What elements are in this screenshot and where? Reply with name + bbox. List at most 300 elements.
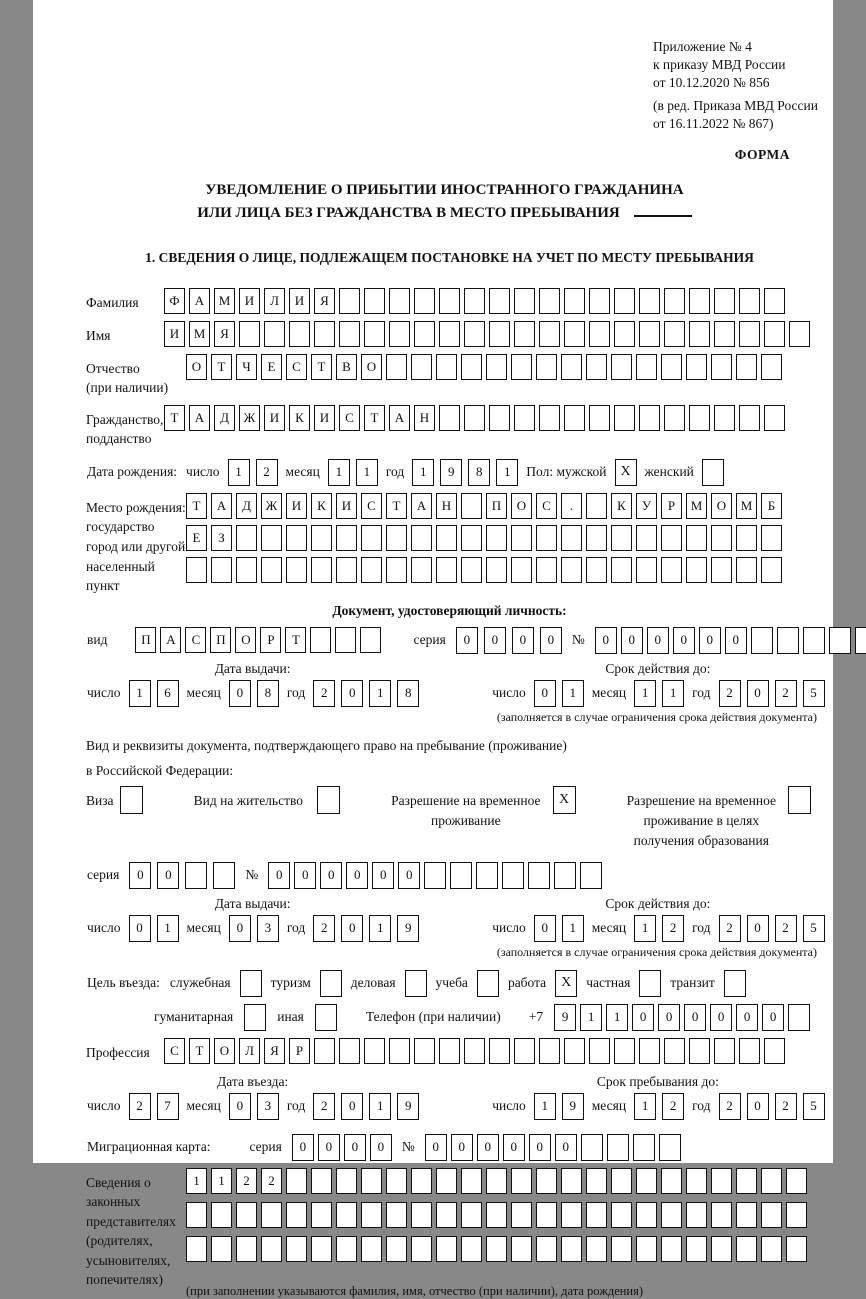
char-cell[interactable] <box>661 1168 682 1194</box>
citizenship-grid[interactable] <box>164 405 785 431</box>
char-cell[interactable] <box>689 288 710 314</box>
purpose-turizm-checkbox[interactable] <box>320 970 342 997</box>
char-cell[interactable]: И <box>264 405 285 431</box>
char-cell[interactable]: З <box>211 525 232 551</box>
char-cell[interactable]: М <box>736 493 757 519</box>
char-cell[interactable] <box>764 405 785 431</box>
char-cell[interactable]: П <box>210 627 231 653</box>
char-cell[interactable] <box>803 627 825 654</box>
char-cell[interactable]: 0 <box>157 862 179 889</box>
char-cell[interactable] <box>261 525 282 551</box>
char-cell[interactable]: Т <box>186 493 207 519</box>
purpose-chastnaya-checkbox[interactable] <box>639 970 661 997</box>
char-cell[interactable] <box>639 970 661 997</box>
char-cell[interactable] <box>561 1236 582 1262</box>
char-cell[interactable] <box>536 1202 557 1228</box>
char-cell[interactable]: . <box>561 493 582 519</box>
doc-number-grid[interactable] <box>595 627 866 654</box>
char-cell[interactable] <box>436 1202 457 1228</box>
char-cell[interactable]: 0 <box>555 1134 577 1161</box>
char-cell[interactable] <box>386 1168 407 1194</box>
char-cell[interactable] <box>361 557 382 583</box>
char-cell[interactable]: Я <box>264 1038 285 1064</box>
char-cell[interactable]: И <box>286 493 307 519</box>
char-cell[interactable]: П <box>486 493 507 519</box>
char-cell[interactable]: А <box>189 288 210 314</box>
sex-male-checkbox[interactable] <box>615 459 637 486</box>
char-cell[interactable] <box>589 1038 610 1064</box>
stay-day-grid[interactable] <box>534 1093 584 1120</box>
char-cell[interactable]: М <box>214 288 235 314</box>
char-cell[interactable]: 2 <box>775 915 797 942</box>
char-cell[interactable]: А <box>211 493 232 519</box>
char-cell[interactable]: 5 <box>803 680 825 707</box>
char-cell[interactable] <box>386 1202 407 1228</box>
char-cell[interactable]: Ж <box>239 405 260 431</box>
char-cell[interactable]: О <box>186 354 207 380</box>
char-cell[interactable] <box>686 1236 707 1262</box>
char-cell[interactable]: К <box>311 493 332 519</box>
char-cell[interactable] <box>414 288 435 314</box>
char-cell[interactable] <box>236 1236 257 1262</box>
residence-valid-day-grid[interactable] <box>534 915 584 942</box>
char-cell[interactable] <box>486 557 507 583</box>
char-cell[interactable] <box>514 288 535 314</box>
char-cell[interactable]: 2 <box>261 1168 282 1194</box>
char-cell[interactable]: Е <box>186 525 207 551</box>
char-cell[interactable] <box>486 1236 507 1262</box>
stay-month-grid[interactable] <box>634 1093 684 1120</box>
char-cell[interactable] <box>236 1202 257 1228</box>
char-cell[interactable]: Н <box>414 405 435 431</box>
char-cell[interactable] <box>386 525 407 551</box>
char-cell[interactable] <box>386 1236 407 1262</box>
char-cell[interactable] <box>311 1202 332 1228</box>
char-cell[interactable] <box>636 1168 657 1194</box>
char-cell[interactable] <box>286 1202 307 1228</box>
char-cell[interactable] <box>286 1236 307 1262</box>
char-cell[interactable] <box>586 354 607 380</box>
issued-year-grid[interactable] <box>313 680 419 707</box>
char-cell[interactable]: 0 <box>229 1093 251 1120</box>
char-cell[interactable]: 0 <box>534 915 556 942</box>
char-cell[interactable] <box>761 525 782 551</box>
char-cell[interactable]: 0 <box>318 1134 340 1161</box>
char-cell[interactable] <box>788 1004 810 1031</box>
char-cell[interactable] <box>639 405 660 431</box>
char-cell[interactable]: 0 <box>372 862 394 889</box>
char-cell[interactable] <box>361 1168 382 1194</box>
char-cell[interactable] <box>477 970 499 997</box>
char-cell[interactable]: 1 <box>634 915 656 942</box>
char-cell[interactable]: О <box>361 354 382 380</box>
char-cell[interactable]: 0 <box>451 1134 473 1161</box>
char-cell[interactable]: 2 <box>256 459 278 486</box>
char-cell[interactable]: 2 <box>775 680 797 707</box>
visa-checkbox[interactable] <box>120 786 143 814</box>
birth-place-grid-row2[interactable] <box>186 525 782 551</box>
char-cell[interactable] <box>736 1236 757 1262</box>
char-cell[interactable] <box>389 321 410 347</box>
char-cell[interactable] <box>739 288 760 314</box>
char-cell[interactable] <box>511 1236 532 1262</box>
char-cell[interactable] <box>786 1168 807 1194</box>
char-cell[interactable] <box>786 1236 807 1262</box>
char-cell[interactable] <box>450 862 472 889</box>
char-cell[interactable]: 1 <box>186 1168 207 1194</box>
char-cell[interactable] <box>213 862 235 889</box>
char-cell[interactable] <box>661 557 682 583</box>
char-cell[interactable]: 0 <box>673 627 695 654</box>
char-cell[interactable]: 0 <box>621 627 643 654</box>
char-cell[interactable] <box>611 1168 632 1194</box>
char-cell[interactable]: 8 <box>468 459 490 486</box>
char-cell[interactable] <box>664 1038 685 1064</box>
char-cell[interactable]: Я <box>214 321 235 347</box>
char-cell[interactable] <box>711 557 732 583</box>
char-cell[interactable]: В <box>336 354 357 380</box>
char-cell[interactable]: Е <box>261 354 282 380</box>
char-cell[interactable] <box>386 354 407 380</box>
doc-series-grid[interactable] <box>456 627 562 654</box>
char-cell[interactable]: 0 <box>747 1093 769 1120</box>
char-cell[interactable] <box>339 321 360 347</box>
char-cell[interactable] <box>514 321 535 347</box>
surname-grid[interactable] <box>164 288 785 314</box>
residence-issued-month-grid[interactable] <box>229 915 279 942</box>
char-cell[interactable] <box>486 1168 507 1194</box>
char-cell[interactable] <box>611 557 632 583</box>
char-cell[interactable] <box>614 288 635 314</box>
char-cell[interactable]: 6 <box>157 680 179 707</box>
char-cell[interactable]: С <box>164 1038 185 1064</box>
char-cell[interactable] <box>711 1236 732 1262</box>
char-cell[interactable] <box>411 354 432 380</box>
char-cell[interactable]: 0 <box>710 1004 732 1031</box>
char-cell[interactable]: 0 <box>477 1134 499 1161</box>
char-cell[interactable]: И <box>164 321 185 347</box>
char-cell[interactable] <box>486 1202 507 1228</box>
entry-month-grid[interactable] <box>229 1093 279 1120</box>
char-cell[interactable]: 2 <box>129 1093 151 1120</box>
char-cell[interactable] <box>614 405 635 431</box>
char-cell[interactable]: 0 <box>398 862 420 889</box>
char-cell[interactable] <box>611 1236 632 1262</box>
purpose-sluzhebnaya-checkbox[interactable] <box>240 970 262 997</box>
char-cell[interactable] <box>314 321 335 347</box>
doc-kind-grid[interactable] <box>135 627 381 653</box>
char-cell[interactable]: 1 <box>662 680 684 707</box>
char-cell[interactable]: 0 <box>684 1004 706 1031</box>
char-cell[interactable]: М <box>189 321 210 347</box>
entry-day-grid[interactable] <box>129 1093 179 1120</box>
char-cell[interactable]: Р <box>289 1038 310 1064</box>
char-cell[interactable] <box>561 557 582 583</box>
char-cell[interactable] <box>511 557 532 583</box>
char-cell[interactable]: Б <box>761 493 782 519</box>
char-cell[interactable]: 9 <box>397 1093 419 1120</box>
char-cell[interactable] <box>389 1038 410 1064</box>
char-cell[interactable]: 0 <box>456 627 478 654</box>
char-cell[interactable]: 3 <box>257 1093 279 1120</box>
char-cell[interactable]: 1 <box>496 459 518 486</box>
char-cell[interactable]: 0 <box>268 862 290 889</box>
char-cell[interactable] <box>761 1236 782 1262</box>
char-cell[interactable]: 0 <box>632 1004 654 1031</box>
char-cell[interactable] <box>764 288 785 314</box>
char-cell[interactable] <box>360 627 381 653</box>
char-cell[interactable] <box>311 1168 332 1194</box>
char-cell[interactable]: 1 <box>606 1004 628 1031</box>
char-cell[interactable] <box>264 321 285 347</box>
char-cell[interactable] <box>536 354 557 380</box>
char-cell[interactable] <box>436 557 457 583</box>
char-cell[interactable] <box>564 405 585 431</box>
purpose-gumanitarnaya-checkbox[interactable] <box>244 1004 266 1031</box>
char-cell[interactable]: 9 <box>562 1093 584 1120</box>
char-cell[interactable]: 1 <box>369 680 391 707</box>
char-cell[interactable] <box>236 525 257 551</box>
char-cell[interactable]: Л <box>239 1038 260 1064</box>
char-cell[interactable]: Р <box>260 627 281 653</box>
char-cell[interactable]: 1 <box>562 680 584 707</box>
char-cell[interactable]: 9 <box>440 459 462 486</box>
residence-valid-year-grid[interactable] <box>719 915 825 942</box>
char-cell[interactable] <box>589 405 610 431</box>
char-cell[interactable] <box>411 1168 432 1194</box>
char-cell[interactable] <box>120 786 143 814</box>
char-cell[interactable] <box>511 354 532 380</box>
char-cell[interactable]: Т <box>189 1038 210 1064</box>
char-cell[interactable]: 8 <box>257 680 279 707</box>
char-cell[interactable] <box>336 1236 357 1262</box>
char-cell[interactable] <box>514 1038 535 1064</box>
char-cell[interactable] <box>611 354 632 380</box>
char-cell[interactable]: 1 <box>634 1093 656 1120</box>
char-cell[interactable]: 2 <box>662 1093 684 1120</box>
char-cell[interactable]: Ф <box>164 288 185 314</box>
char-cell[interactable]: М <box>686 493 707 519</box>
char-cell[interactable] <box>386 557 407 583</box>
char-cell[interactable] <box>586 557 607 583</box>
legal-reps-grid-row2[interactable] <box>186 1202 807 1228</box>
char-cell[interactable] <box>536 525 557 551</box>
char-cell[interactable] <box>489 1038 510 1064</box>
char-cell[interactable]: Н <box>436 493 457 519</box>
char-cell[interactable]: 0 <box>747 680 769 707</box>
char-cell[interactable] <box>539 1038 560 1064</box>
char-cell[interactable] <box>439 288 460 314</box>
char-cell[interactable] <box>636 1202 657 1228</box>
char-cell[interactable]: 9 <box>554 1004 576 1031</box>
char-cell[interactable] <box>686 525 707 551</box>
issued-day-grid[interactable] <box>129 680 179 707</box>
char-cell[interactable]: 0 <box>699 627 721 654</box>
char-cell[interactable] <box>185 862 207 889</box>
char-cell[interactable] <box>761 1202 782 1228</box>
char-cell[interactable] <box>211 557 232 583</box>
char-cell[interactable] <box>261 1202 282 1228</box>
char-cell[interactable] <box>714 321 735 347</box>
char-cell[interactable] <box>702 459 724 486</box>
char-cell[interactable]: А <box>389 405 410 431</box>
char-cell[interactable] <box>777 627 799 654</box>
char-cell[interactable]: 0 <box>747 915 769 942</box>
char-cell[interactable]: О <box>235 627 256 653</box>
edu-residence-permit-checkbox[interactable] <box>788 786 811 814</box>
char-cell[interactable] <box>436 354 457 380</box>
char-cell[interactable] <box>580 862 602 889</box>
char-cell[interactable] <box>336 1202 357 1228</box>
char-cell[interactable] <box>736 354 757 380</box>
char-cell[interactable] <box>336 1168 357 1194</box>
char-cell[interactable] <box>364 1038 385 1064</box>
char-cell[interactable] <box>614 1038 635 1064</box>
char-cell[interactable] <box>286 557 307 583</box>
char-cell[interactable] <box>586 1236 607 1262</box>
char-cell[interactable]: 5 <box>803 1093 825 1120</box>
char-cell[interactable]: 0 <box>320 862 342 889</box>
char-cell[interactable]: Т <box>211 354 232 380</box>
char-cell[interactable] <box>739 1038 760 1064</box>
char-cell[interactable] <box>636 1236 657 1262</box>
char-cell[interactable] <box>261 1236 282 1262</box>
char-cell[interactable] <box>664 321 685 347</box>
char-cell[interactable]: X <box>555 970 577 997</box>
char-cell[interactable]: 1 <box>369 915 391 942</box>
char-cell[interactable] <box>186 557 207 583</box>
char-cell[interactable]: 1 <box>562 915 584 942</box>
birth-year-grid[interactable] <box>412 459 518 486</box>
char-cell[interactable]: С <box>339 405 360 431</box>
char-cell[interactable]: О <box>711 493 732 519</box>
char-cell[interactable] <box>414 1038 435 1064</box>
char-cell[interactable] <box>361 1202 382 1228</box>
char-cell[interactable] <box>464 288 485 314</box>
char-cell[interactable]: 0 <box>534 680 556 707</box>
temp-residence-permit-checkbox[interactable] <box>553 786 576 814</box>
char-cell[interactable]: С <box>536 493 557 519</box>
char-cell[interactable] <box>711 354 732 380</box>
char-cell[interactable] <box>689 1038 710 1064</box>
char-cell[interactable] <box>536 1236 557 1262</box>
char-cell[interactable]: Т <box>364 405 385 431</box>
char-cell[interactable]: 0 <box>512 627 534 654</box>
char-cell[interactable] <box>461 1236 482 1262</box>
char-cell[interactable] <box>336 557 357 583</box>
char-cell[interactable]: 0 <box>370 1134 392 1161</box>
char-cell[interactable]: 1 <box>157 915 179 942</box>
char-cell[interactable] <box>761 354 782 380</box>
char-cell[interactable] <box>315 1004 337 1031</box>
char-cell[interactable]: 1 <box>412 459 434 486</box>
char-cell[interactable]: 0 <box>647 627 669 654</box>
char-cell[interactable] <box>461 493 482 519</box>
char-cell[interactable]: 0 <box>736 1004 758 1031</box>
char-cell[interactable]: X <box>615 459 637 486</box>
char-cell[interactable] <box>661 354 682 380</box>
char-cell[interactable]: Д <box>236 493 257 519</box>
char-cell[interactable] <box>664 405 685 431</box>
char-cell[interactable]: Ж <box>261 493 282 519</box>
char-cell[interactable] <box>489 288 510 314</box>
char-cell[interactable]: 2 <box>313 915 335 942</box>
entry-year-grid[interactable] <box>313 1093 419 1120</box>
char-cell[interactable]: 1 <box>328 459 350 486</box>
char-cell[interactable] <box>786 1202 807 1228</box>
char-cell[interactable]: 2 <box>719 915 741 942</box>
char-cell[interactable] <box>320 970 342 997</box>
char-cell[interactable] <box>439 405 460 431</box>
char-cell[interactable] <box>411 525 432 551</box>
char-cell[interactable]: 0 <box>346 862 368 889</box>
char-cell[interactable]: Т <box>164 405 185 431</box>
char-cell[interactable] <box>528 862 550 889</box>
char-cell[interactable] <box>586 1168 607 1194</box>
char-cell[interactable]: С <box>286 354 307 380</box>
char-cell[interactable] <box>561 1168 582 1194</box>
char-cell[interactable] <box>436 1168 457 1194</box>
migration-series-grid[interactable] <box>292 1134 392 1161</box>
birth-place-grid-row3[interactable] <box>186 557 782 583</box>
issued-month-grid[interactable] <box>229 680 279 707</box>
char-cell[interactable] <box>289 321 310 347</box>
char-cell[interactable]: 1 <box>369 1093 391 1120</box>
char-cell[interactable] <box>411 1236 432 1262</box>
char-cell[interactable] <box>561 1202 582 1228</box>
patronymic-grid[interactable] <box>186 354 782 380</box>
residence-issued-year-grid[interactable] <box>313 915 419 942</box>
char-cell[interactable] <box>411 1202 432 1228</box>
char-cell[interactable] <box>659 1134 681 1161</box>
char-cell[interactable] <box>751 627 773 654</box>
char-cell[interactable] <box>464 1038 485 1064</box>
char-cell[interactable] <box>311 1236 332 1262</box>
char-cell[interactable] <box>461 525 482 551</box>
char-cell[interactable] <box>335 627 356 653</box>
char-cell[interactable] <box>686 1168 707 1194</box>
char-cell[interactable] <box>639 1038 660 1064</box>
legal-reps-grid-row3[interactable] <box>186 1236 807 1262</box>
char-cell[interactable] <box>244 1004 266 1031</box>
char-cell[interactable] <box>240 970 262 997</box>
char-cell[interactable]: А <box>160 627 181 653</box>
char-cell[interactable] <box>211 1202 232 1228</box>
char-cell[interactable] <box>636 557 657 583</box>
char-cell[interactable] <box>236 557 257 583</box>
char-cell[interactable] <box>389 288 410 314</box>
char-cell[interactable] <box>586 1202 607 1228</box>
char-cell[interactable] <box>661 1202 682 1228</box>
char-cell[interactable] <box>461 557 482 583</box>
char-cell[interactable] <box>539 405 560 431</box>
char-cell[interactable] <box>589 288 610 314</box>
char-cell[interactable] <box>186 1236 207 1262</box>
legal-reps-grid-row1[interactable] <box>186 1168 807 1194</box>
char-cell[interactable]: 1 <box>356 459 378 486</box>
purpose-ucheba-checkbox[interactable] <box>477 970 499 997</box>
char-cell[interactable] <box>486 354 507 380</box>
char-cell[interactable] <box>711 525 732 551</box>
char-cell[interactable] <box>489 405 510 431</box>
char-cell[interactable]: К <box>611 493 632 519</box>
valid-month-grid[interactable] <box>634 680 684 707</box>
char-cell[interactable]: 2 <box>719 680 741 707</box>
char-cell[interactable]: 0 <box>129 915 151 942</box>
char-cell[interactable] <box>661 525 682 551</box>
char-cell[interactable] <box>361 1236 382 1262</box>
char-cell[interactable] <box>739 321 760 347</box>
